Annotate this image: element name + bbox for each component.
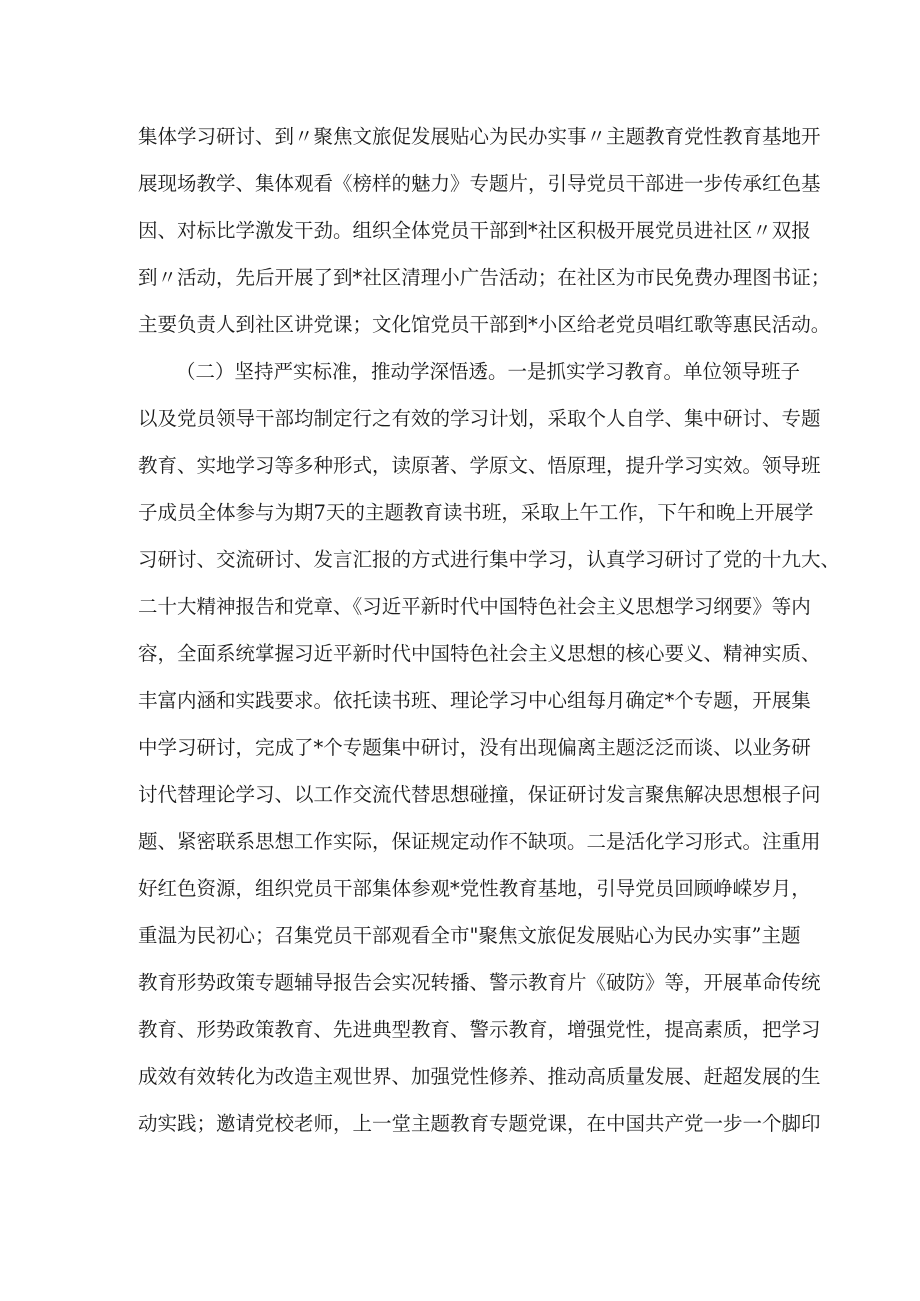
text-line: 成效有效转化为改造主观世界、加强党性修养、推动高质量发展、赶超发展的生 [138, 1065, 821, 1088]
text-line: 教育、实地学习等多种形式，读原著、学原文、悟原理，提升学习实效。领导班 [138, 454, 821, 477]
text-line: 好红色资源，组织党员干部集体参观*党性教育基地，引导党员回顾峥嵘岁月， [138, 877, 811, 900]
text-line: 因、对标比学激发干劲。组织全体党员干部到*社区积极开展党员进社区〃双报 [138, 219, 811, 242]
text-line: 讨代替理论学习、以工作交流代替思想碰撞，保证研讨发言聚焦解决思想根子问 [138, 783, 821, 806]
text-line: 到〃活动，先后开展了到*社区清理小广告活动；在社区为市民免费办理图书证； [138, 266, 831, 289]
text-line: 展现场教学、集体观看《榜样的魅力》专题片，引导党员干部进一步传承红色基 [138, 172, 821, 195]
text-line: 以及党员领导干部均制定行之有效的学习计划，采取个人自学、集中研讨、专题 [138, 407, 821, 430]
text-line: 集体学习研讨、到〃聚焦文旅促发展贴心为民办实事〃主题教育党性教育基地开 [138, 125, 821, 148]
text-line: 丰富内涵和实践要求。依托读书班、理论学习中心组每月确定*个专题，开展集 [138, 689, 811, 712]
text-line: 习研讨、交流研讨、发言汇报的方式进行集中学习，认真学习研讨了党的十九大、 [138, 548, 841, 571]
text-line: 重温为民初心；召集党员干部观看全市"聚焦文旅促发展贴心为民办实事”主题 [138, 924, 801, 947]
text-line: 二十大精神报告和党章、《习近平新时代中国特色社会主义思想学习纲要》等内 [138, 595, 811, 618]
text-line: 中学习研讨，完成了*个专题集中研讨，没有出现偏离主题泛泛而谈、以业务研 [138, 736, 811, 759]
text-line: 容，全面系统掌握习近平新时代中国特色社会主义思想的核心要义、精神实质、 [138, 642, 821, 665]
text-line: 子成员全体参与为期7天的主题教育读书班，采取上午工作，下午和晚上开展学 [138, 501, 814, 524]
text-line: 教育形势政策专题辅导报告会实况转播、警示教育片《破防》等，开展革命传统 [138, 971, 821, 994]
text-line: 主要负责人到社区讲党课；文化馆党员干部到*小区给老党员唱红歌等惠民活动。 [138, 313, 831, 336]
section-heading-line: （二）坚持严实标准，推动学深悟透。一是抓实学习教育。单位领导班子 [176, 360, 801, 383]
text-line: 动实践；邀请党校老师，上一堂主题教育专题党课，在中国共产党一步一个脚印 [138, 1112, 821, 1135]
text-line: 题、紧密联系思想工作实际，保证规定动作不缺项。二是活化学习形式。注重用 [138, 830, 821, 853]
text-line: 教育、形势政策教育、先进典型教育、警示教育，增强党性，提高素质，把学习 [138, 1018, 821, 1041]
